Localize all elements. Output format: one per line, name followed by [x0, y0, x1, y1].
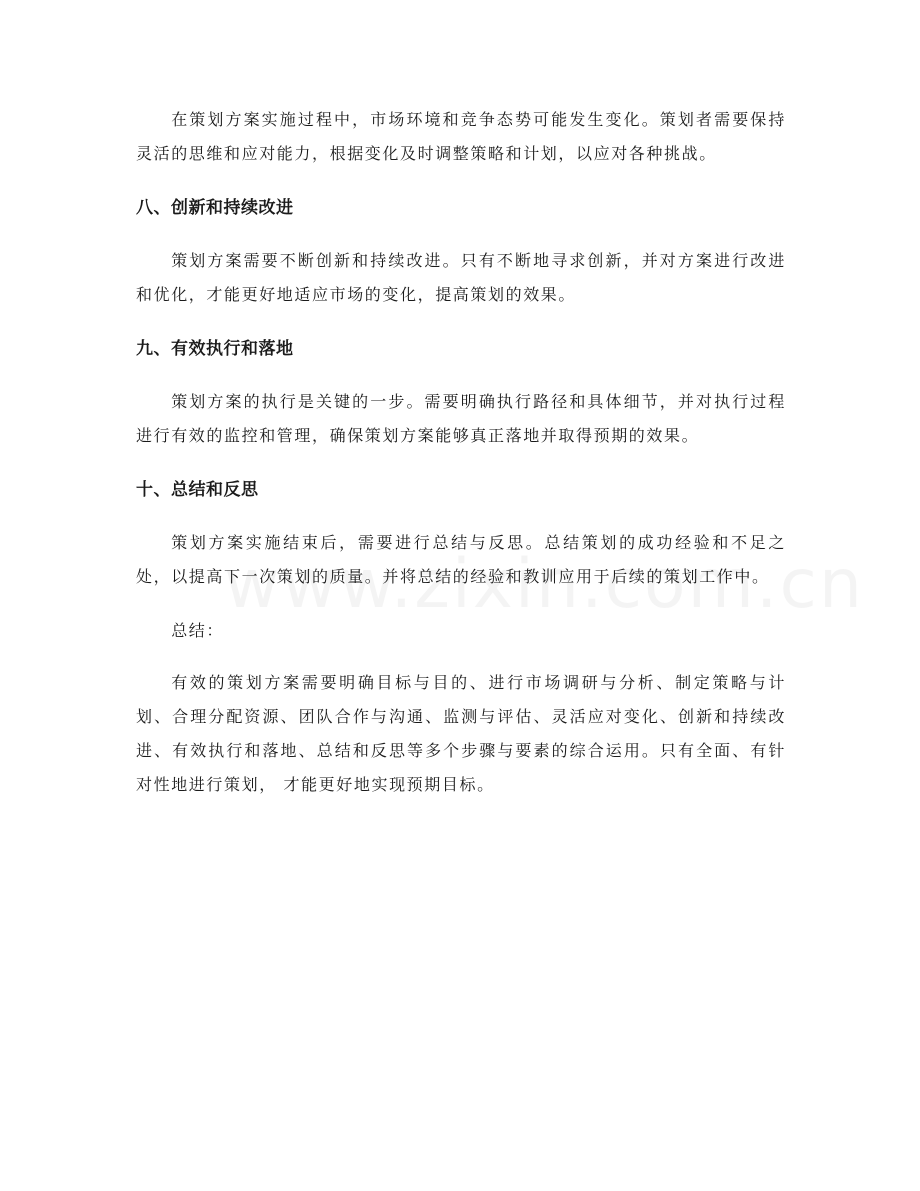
summary-paragraph: 有效的策划方案需要明确目标与目的、进行市场调研与分析、制定策略与计划、合理分配资源、团队合作与沟通、监测与评估、灵活应对变化、创新和持续改进、有效执行和落地、总结和反思等多个步骤与要素的综合运用。只有全面、有针对性地进行策划， 才能更好地实现预期目标。 — [136, 673, 786, 794]
section-body-10: 策划方案实施结束后，需要进行总结与反思。总结策划的成功经验和不足之处，以提高下一次策划的质量。并将总结的经验和教训应用于后续的策划工作中。 — [136, 533, 786, 586]
summary-label: 总结： — [171, 621, 224, 640]
intro-paragraph: 在策划方案实施过程中，市场环境和竞争态势可能发生变化。策划者需要保持灵活的思维和应对能力，根据变化及时调整策略和计划，以应对各种挑战。 — [136, 110, 786, 163]
section-heading-9: 九、有效执行和落地 — [136, 339, 294, 359]
section-body-9: 策划方案的执行是关键的一步。需要明确执行路径和具体细节，并对执行过程进行有效的监控和管理，确保策划方案能够真正落地并取得预期的效果。 — [136, 392, 786, 445]
section-heading-8: 八、创新和持续改进 — [136, 198, 294, 218]
section-body-8: 策划方案需要不断创新和持续改进。只有不断地寻求创新，并对方案进行改进和优化，才能更好地适应市场的变化，提高策划的效果。 — [136, 251, 786, 304]
document-body — [136, 103, 786, 802]
section-heading-10: 十、总结和反思 — [136, 480, 259, 500]
